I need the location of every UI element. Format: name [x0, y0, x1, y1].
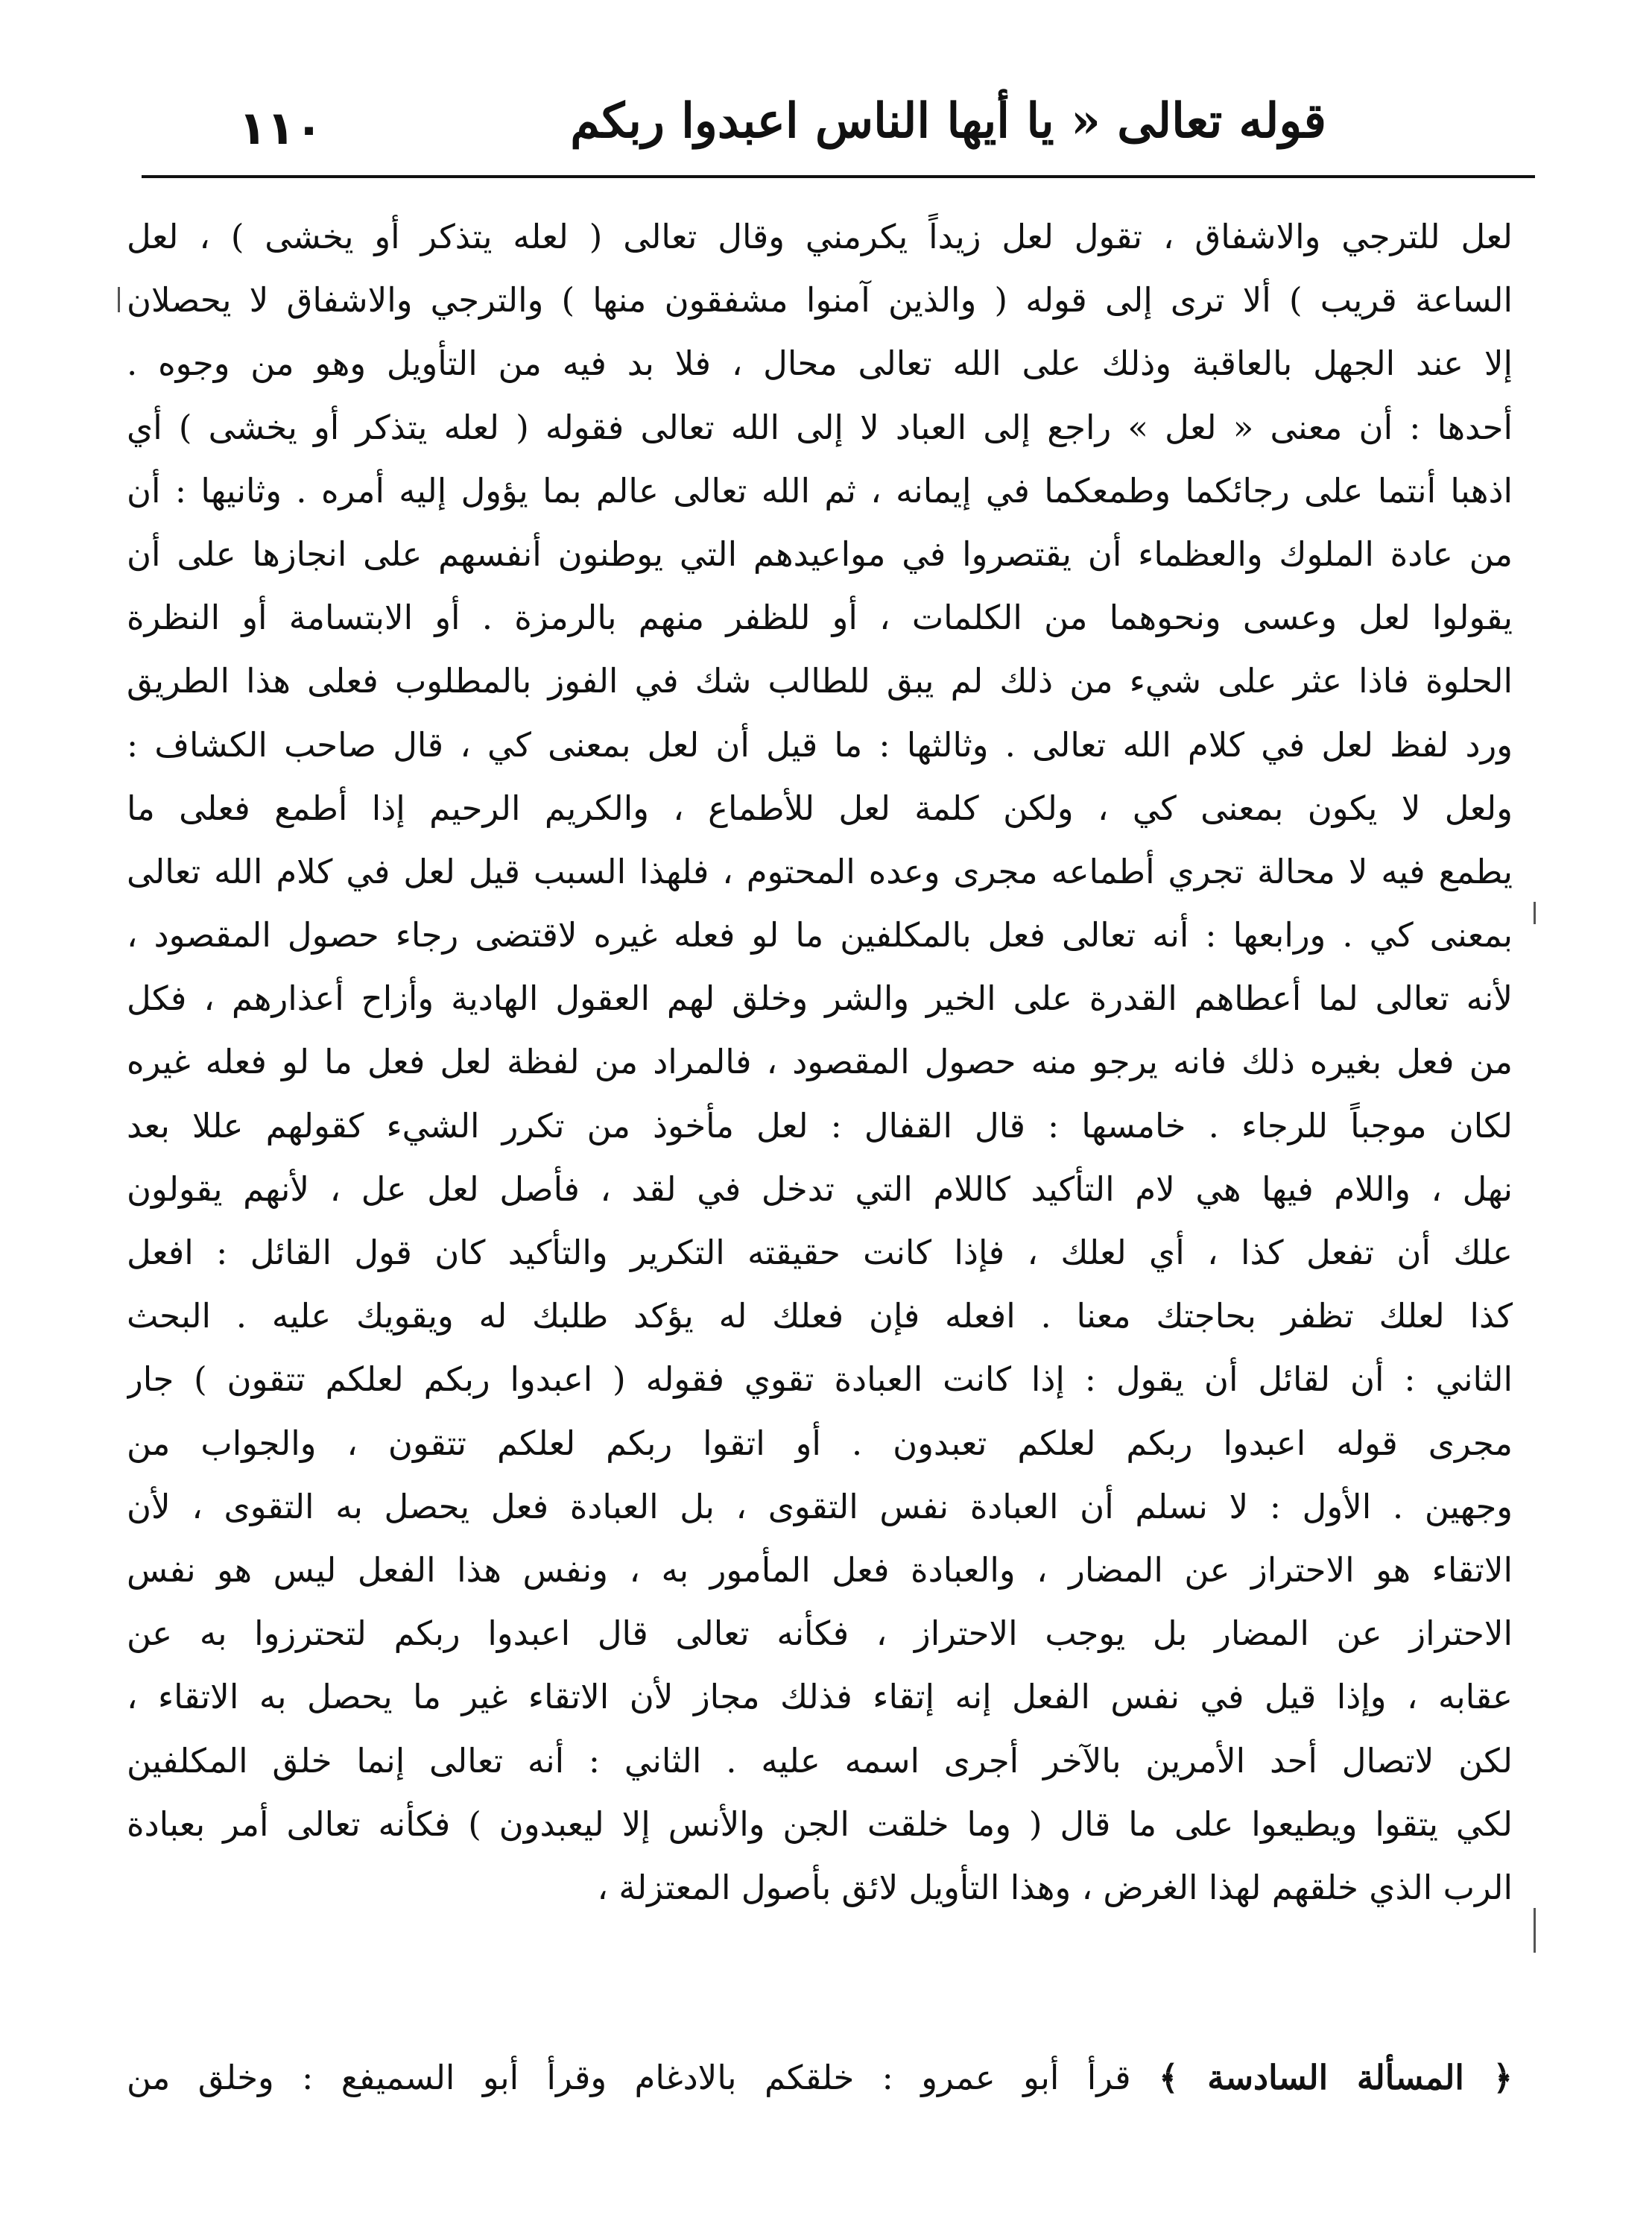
text-line: لكي يتقوا ويطيعوا على ما قال ( وما خلقت الجن والأنس إلا ليعبدون ) فكأنه تعالى أمر بعبادة: [127, 1804, 1513, 1844]
text-line: ورد لفظ لعل في كلام الله تعالى . وثالثها : ما قيل أن لعل بمعنى كي ، قال صاحب الكشاف :: [127, 724, 1513, 765]
text-line: لعل للترجي والاشفاق ، تقول لعل زيداً يكرمني وقال تعالى ( لعله يتذكر أو يخشى ) ، لعل: [127, 217, 1513, 256]
text-line: بمعنى كي . ورابعها : أنه تعالى فعل بالمكلفين ما لو فعله غيره لاقتضى رجاء حصول المقصود ،: [127, 915, 1513, 955]
margin-mark: [1534, 1908, 1536, 1953]
margin-mark: [118, 287, 120, 312]
text-line: اذهبا أنتما على رجائكما وطمعكما في إيمانه ، ثم الله تعالى عالم بما يؤول إليه أمره . وثانيها : أن: [127, 470, 1513, 511]
text-line: الاحتراز عن المضار بل يوجب الاحتراز ، فكأنه تعالى قال اعبدوا ربكم لتحترزوا به عن: [127, 1614, 1513, 1654]
section-text: قرأ أبو عمرو : خلقكم بالادغام وقرأ أبو السميفع : وخلق من: [127, 2058, 1131, 2097]
text-line: الحلوة فاذا عثر على شيء من ذلك لم يبق للطالب شك في الفوز بالمطلوب فعلى هذا الطريق: [127, 661, 1513, 701]
text-line: وجهين . الأول : لا نسلم أن العبادة نفس التقوى ، بل العبادة فعل يحصل به التقوى ، لأن: [127, 1486, 1513, 1526]
text-line: لكان موجباً للرجاء . خامسها : قال القفال : لعل مأخوذ من تكرر الشيء كقولهم عللا بعد: [127, 1105, 1513, 1146]
text-line: كذا لعلك تظفر بحاجتك معنا . افعله فإن فعلك له يؤكد طلبك له ويقويك عليه . البحث: [127, 1296, 1513, 1336]
text-line: إلا عند الجهل بالعاقبة وذلك على الله تعالى محال ، فلا بد فيه من التأويل وهو من وجوه .: [127, 344, 1513, 384]
next-section-line: [127, 2046, 1513, 2109]
page-header: [142, 71, 1535, 183]
text-line: من فعل بغيره ذلك فانه يرجو منه حصول المقصود ، فالمراد من لفظة لعل فعل ما لو فعله غيره: [127, 1042, 1513, 1082]
text-line: مجرى قوله اعبدوا ربكم لعلكم تعبدون . أو اتقوا ربكم لعلكم تتقون ، والجواب من: [127, 1423, 1513, 1463]
text-line: الساعة قريب ) ألا ترى إلى قوله ( والذين آمنوا مشفقون منها ) والترجي والاشفاق لا يحصلان: [127, 280, 1513, 320]
text-line: لأنه تعالى لما أعطاهم القدرة على الخير والشر وخلق لهم العقول الهادية وأزاح أعذارهم ، فكل: [127, 979, 1513, 1019]
section-heading: ﴿ المسألة السادسة ﴾: [1159, 2058, 1513, 2097]
margin-mark: [1534, 902, 1536, 924]
body-text: [127, 205, 1513, 1919]
text-line: ولعل لا يكون بمعنى كي ، ولكن كلمة لعل للأطماع ، والكريم الرحيم إذا أطمع فعلى ما: [127, 788, 1513, 828]
text-line: نهل ، واللام فيها هي لام التأكيد كاللام التي تدخل في لقد ، فأصل لعل عل ، لأنهم يقولون: [127, 1169, 1513, 1209]
text-line: الثاني : أن لقائل أن يقول : إذا كانت العبادة تقوي فقوله ( اعبدوا ربكم لعلكم تتقون ) جار: [127, 1359, 1513, 1400]
text-line: يطمع فيه لا محالة تجري أطماعه مجرى وعده المحتوم ، فلهذا السبب قيل لعل في كلام الله تعالى: [127, 851, 1513, 891]
text-line: الاتقاء هو الاحتراز عن المضار ، والعبادة فعل المأمور به ، ونفس هذا الفعل ليس هو نفس: [127, 1549, 1513, 1590]
text-line: أحدها : أن معنى « لعل » راجع إلى العباد لا إلى الله تعالى فقوله ( لعله يتذكر أو يخشى ) أي: [127, 407, 1513, 447]
text-line: الرب الذي خلقهم لهذا الغرض ، وهذا التأويل لائق بأصول المعتزلة ،: [597, 1867, 1513, 1907]
header-rule: [142, 175, 1535, 178]
running-title: قوله تعالى « يا أيها الناس اعبدوا ربكم: [570, 93, 1326, 149]
text-line: عقابه ، وإذا قيل في نفس الفعل إنه إتقاء فذلك مجاز لأن الاتقاء غير ما يحصل به الاتقاء ،: [127, 1677, 1513, 1717]
text-line: علك أن تفعل كذا ، أي لعلك ، فإذا كانت حقيقته التكرير والتأكيد كان قول القائل : افعل: [127, 1233, 1513, 1272]
page-number: ١١٠: [238, 101, 323, 155]
text-line: لكن لاتصال أحد الأمرين بالآخر أجرى اسمه عليه . الثاني : أنه تعالى إنما خلق المكلفين: [127, 1740, 1513, 1781]
text-line: من عادة الملوك والعظماء أن يقتصروا في مواعيدهم التي يوطنون أنفسهم على انجازها على أن: [127, 534, 1513, 574]
text-line: يقولوا لعل وعسى ونحوهما من الكلمات ، أو للظفر منهم بالرمزة . أو الابتسامة أو النظرة: [127, 598, 1513, 638]
